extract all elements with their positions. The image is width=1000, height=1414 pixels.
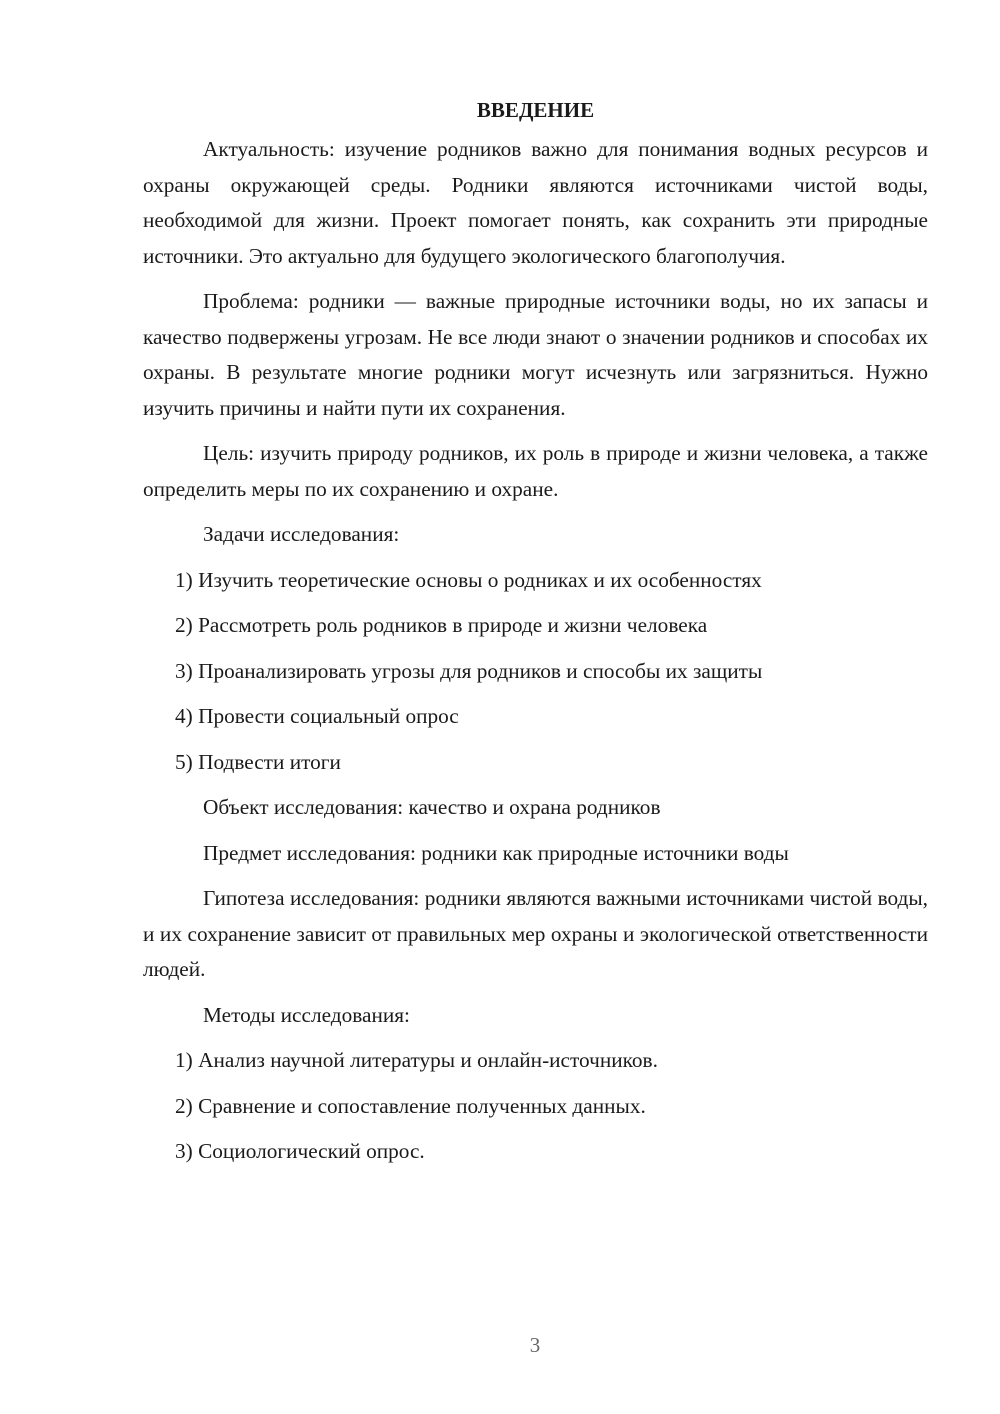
tasks-list xyxy=(143,563,928,781)
list-item: 3) Социологический опрос. xyxy=(175,1139,425,1163)
list-item: 1) Анализ научной литературы и онлайн-источников. xyxy=(175,1048,658,1072)
methods-list xyxy=(143,1043,928,1170)
research-subject: Предмет исследования: родники как природные источники воды xyxy=(203,840,789,865)
list-item: 4) Провести социальный опрос xyxy=(175,704,459,728)
list-item: 3) Проанализировать угрозы для родников и способы их защиты xyxy=(175,658,763,683)
research-object: Объект исследования: качество и охрана родников xyxy=(203,795,661,819)
list-item: 1) Изучить теоретические основы о родниках и их особенностях xyxy=(175,567,762,592)
list-item: 2) Сравнение и сопоставление полученных данных. xyxy=(175,1093,646,1118)
list-item: 2) Рассмотреть роль родников в природе и жизни человека xyxy=(175,613,708,637)
hypothesis-paragraph: Гипотеза исследования: родники являются важными источниками чистой воды, и их сохранение зависит от правильных мер охраны и экологической ответственности людей. xyxy=(143,886,928,981)
relevance-paragraph: Актуальность: изучение родников важно для понимания водных ресурсов и охраны окружающей среды. Родники являются источниками чистой воды, необходимой для жизни. Проект помогает понять, как сохранить эти природные источники. Это актуально для будущего экологического благополучия. xyxy=(143,137,928,268)
problem-paragraph: Проблема: родники — важные природные источники воды, но их запасы и качество подвержены угрозам. Не все люди знают о значении родников и способах их охраны. В результате многие родники могут исчезнуть или загрязниться. Нужно изучить причины и найти пути их сохранения. xyxy=(143,289,928,420)
section-heading: ВВЕДЕНИЕ xyxy=(476,98,595,122)
goal-paragraph: Цель: изучить природу родников, их роль в природе и жизни человека, а также определить меры по их сохранению и охране. xyxy=(143,441,928,501)
methods-title: Методы исследования: xyxy=(203,1002,410,1027)
tasks-title: Задачи исследования: xyxy=(203,522,400,546)
document-page xyxy=(143,92,928,1180)
page-number: 3 xyxy=(529,1333,541,1357)
list-item: 5) Подвести итоги xyxy=(175,749,341,774)
